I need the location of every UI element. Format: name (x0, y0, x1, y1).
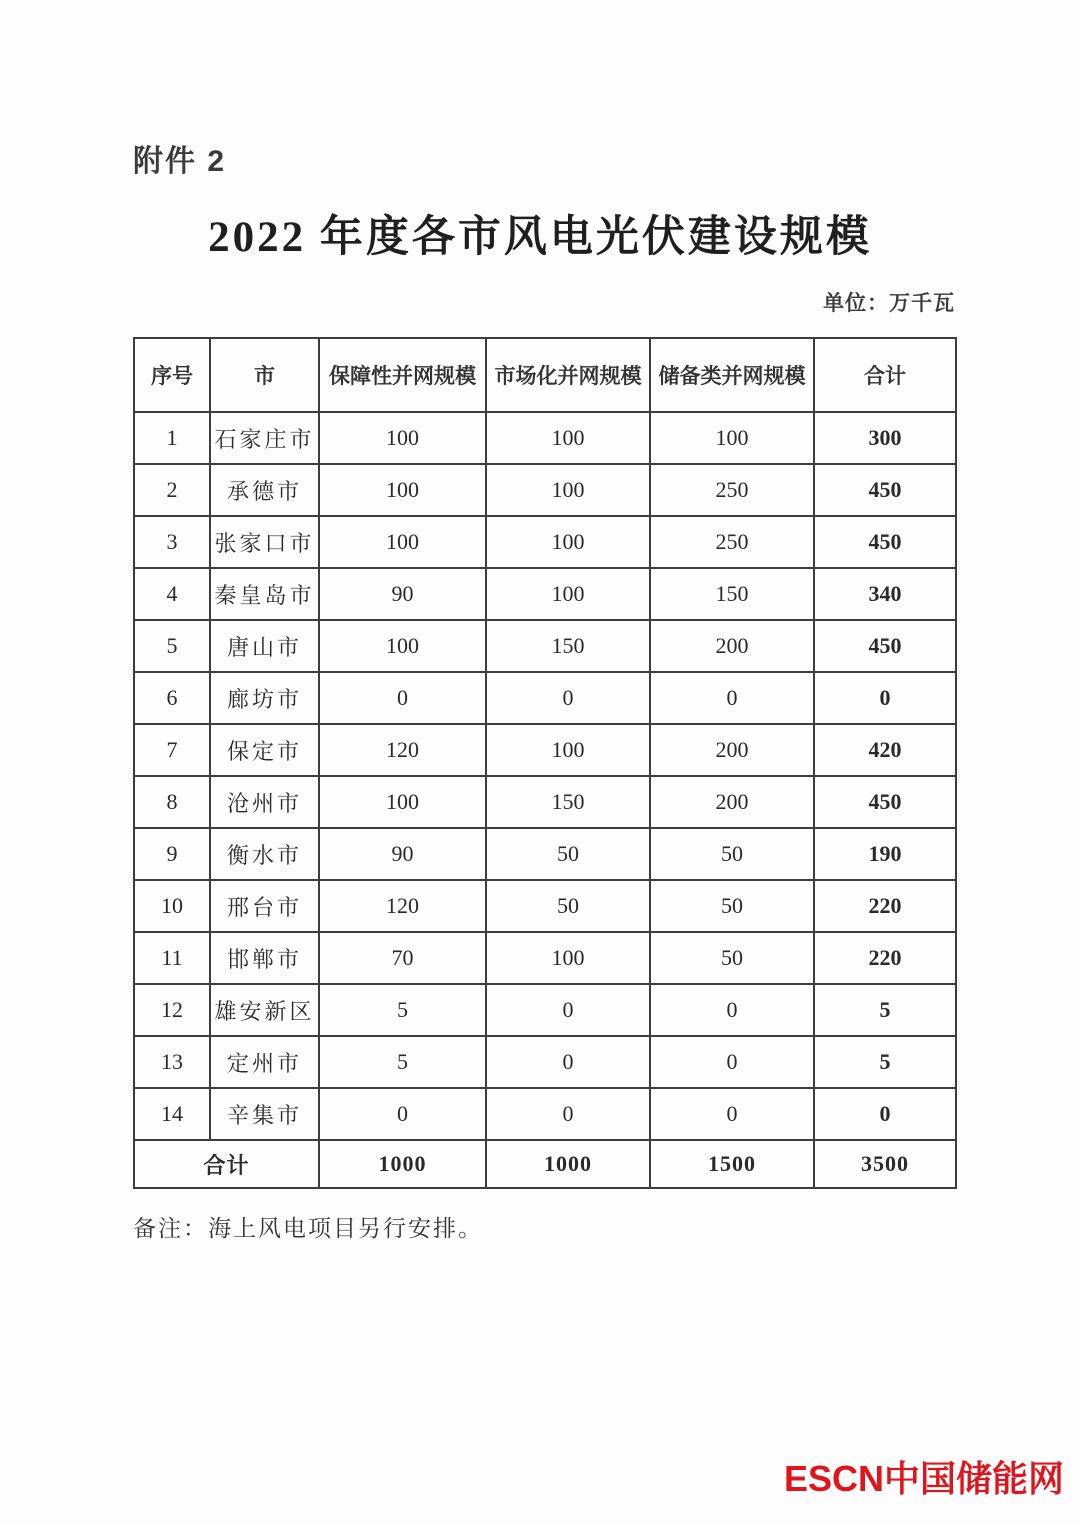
table-row (134, 880, 956, 932)
market-scale-cell: 100 (486, 412, 650, 464)
market-scale-cell: 150 (486, 776, 650, 828)
row-number-cell: 14 (134, 1088, 210, 1140)
footnote: 备注：海上风电项目另行安排。 (133, 1216, 483, 1241)
row-total-cell: 340 (814, 568, 956, 620)
table-row (134, 568, 956, 620)
row-number-cell: 5 (134, 620, 210, 672)
market-scale-cell: 0 (486, 984, 650, 1036)
city-cell: 秦皇岛市 (210, 568, 319, 620)
market-scale-cell: 150 (486, 620, 650, 672)
city-cell: 邯郸市 (210, 932, 319, 984)
total-label-cell: 合计 (134, 1140, 319, 1188)
reserve-scale-cell: 50 (650, 932, 814, 984)
row-number-cell: 8 (134, 776, 210, 828)
reserve-scale-cell: 0 (650, 1088, 814, 1140)
table-row (134, 776, 956, 828)
market-scale-cell: 100 (486, 724, 650, 776)
row-number-cell: 7 (134, 724, 210, 776)
reserve-scale-cell: 250 (650, 464, 814, 516)
escn-logo (783, 1458, 1064, 1499)
table-total-row (134, 1140, 956, 1188)
table-header-row (134, 338, 956, 412)
guaranteed-scale-cell: 0 (319, 672, 486, 724)
city-cell: 邢台市 (210, 880, 319, 932)
row-number-cell: 11 (134, 932, 210, 984)
table-row (134, 412, 956, 464)
guaranteed-scale-cell: 90 (319, 828, 486, 880)
guaranteed-scale-cell: 5 (319, 984, 486, 1036)
market-scale-cell: 100 (486, 568, 650, 620)
table-row (134, 932, 956, 984)
table-row (134, 1036, 956, 1088)
column-header-3: 保障性并网规模 (319, 338, 486, 412)
market-scale-cell: 100 (486, 516, 650, 568)
row-number-cell: 9 (134, 828, 210, 880)
reserve-scale-cell: 50 (650, 828, 814, 880)
guaranteed-scale-cell: 90 (319, 568, 486, 620)
reserve-scale-cell: 0 (650, 672, 814, 724)
city-cell: 廊坊市 (210, 672, 319, 724)
guaranteed-scale-cell: 70 (319, 932, 486, 984)
column-header-6: 合计 (814, 338, 956, 412)
row-number-cell: 1 (134, 412, 210, 464)
row-total-cell: 5 (814, 984, 956, 1036)
row-number-cell: 10 (134, 880, 210, 932)
city-cell: 衡水市 (210, 828, 319, 880)
market-scale-cell: 50 (486, 828, 650, 880)
market-scale-cell: 0 (486, 1036, 650, 1088)
row-total-cell: 5 (814, 1036, 956, 1088)
city-cell: 石家庄市 (210, 412, 319, 464)
row-total-cell: 450 (814, 620, 956, 672)
city-cell: 定州市 (210, 1036, 319, 1088)
column-header-2: 市 (210, 338, 319, 412)
reserve-scale-cell: 100 (650, 412, 814, 464)
guaranteed-scale-cell: 120 (319, 880, 486, 932)
total-reserve-cell: 1500 (650, 1140, 814, 1188)
guaranteed-scale-cell: 5 (319, 1036, 486, 1088)
market-scale-cell: 100 (486, 932, 650, 984)
unit-label: 单位：万千瓦 (823, 292, 955, 315)
row-number-cell: 6 (134, 672, 210, 724)
row-total-cell: 0 (814, 672, 956, 724)
table-row (134, 1088, 956, 1140)
table-row (134, 724, 956, 776)
market-scale-cell: 0 (486, 672, 650, 724)
market-scale-cell: 0 (486, 1088, 650, 1140)
guaranteed-scale-cell: 120 (319, 724, 486, 776)
table-row (134, 828, 956, 880)
reserve-scale-cell: 150 (650, 568, 814, 620)
guaranteed-scale-cell: 100 (319, 412, 486, 464)
table-row (134, 984, 956, 1036)
table-row (134, 672, 956, 724)
escn-logo-name: 中国储能网 (883, 1458, 1064, 1499)
reserve-scale-cell: 50 (650, 880, 814, 932)
reserve-scale-cell: 0 (650, 1036, 814, 1088)
row-number-cell: 2 (134, 464, 210, 516)
guaranteed-scale-cell: 100 (319, 516, 486, 568)
row-number-cell: 4 (134, 568, 210, 620)
market-scale-cell: 50 (486, 880, 650, 932)
row-number-cell: 3 (134, 516, 210, 568)
escn-logo-abbr: ESCN (783, 1458, 884, 1499)
total-guaranteed-cell: 1000 (319, 1140, 486, 1188)
guaranteed-scale-cell: 100 (319, 776, 486, 828)
page-title: 2022 年度各市风电光伏建设规模 (208, 214, 872, 261)
total-market-cell: 1000 (486, 1140, 650, 1188)
column-header-1: 序号 (134, 338, 210, 412)
attachment-label: 附件 2 (133, 145, 227, 178)
city-cell: 保定市 (210, 724, 319, 776)
row-number-cell: 12 (134, 984, 210, 1036)
row-total-cell: 0 (814, 1088, 956, 1140)
reserve-scale-cell: 200 (650, 724, 814, 776)
row-total-cell: 450 (814, 516, 956, 568)
row-total-cell: 420 (814, 724, 956, 776)
city-cell: 张家口市 (210, 516, 319, 568)
row-number-cell: 13 (134, 1036, 210, 1088)
guaranteed-scale-cell: 100 (319, 620, 486, 672)
row-total-cell: 450 (814, 464, 956, 516)
column-header-5: 储备类并网规模 (650, 338, 814, 412)
guaranteed-scale-cell: 100 (319, 464, 486, 516)
row-total-cell: 220 (814, 932, 956, 984)
row-total-cell: 190 (814, 828, 956, 880)
column-header-4: 市场化并网规模 (486, 338, 650, 412)
grand-total-cell: 3500 (814, 1140, 956, 1188)
city-cell: 承德市 (210, 464, 319, 516)
reserve-scale-cell: 200 (650, 620, 814, 672)
city-cell: 辛集市 (210, 1088, 319, 1140)
reserve-scale-cell: 250 (650, 516, 814, 568)
city-cell: 雄安新区 (210, 984, 319, 1036)
guaranteed-scale-cell: 0 (319, 1088, 486, 1140)
market-scale-cell: 100 (486, 464, 650, 516)
city-cell: 唐山市 (210, 620, 319, 672)
reserve-scale-cell: 0 (650, 984, 814, 1036)
table-row (134, 516, 956, 568)
row-total-cell: 300 (814, 412, 956, 464)
city-cell: 沧州市 (210, 776, 319, 828)
table-row (134, 620, 956, 672)
row-total-cell: 450 (814, 776, 956, 828)
table-row (134, 464, 956, 516)
row-total-cell: 220 (814, 880, 956, 932)
construction-scale-table (133, 337, 957, 1189)
reserve-scale-cell: 200 (650, 776, 814, 828)
